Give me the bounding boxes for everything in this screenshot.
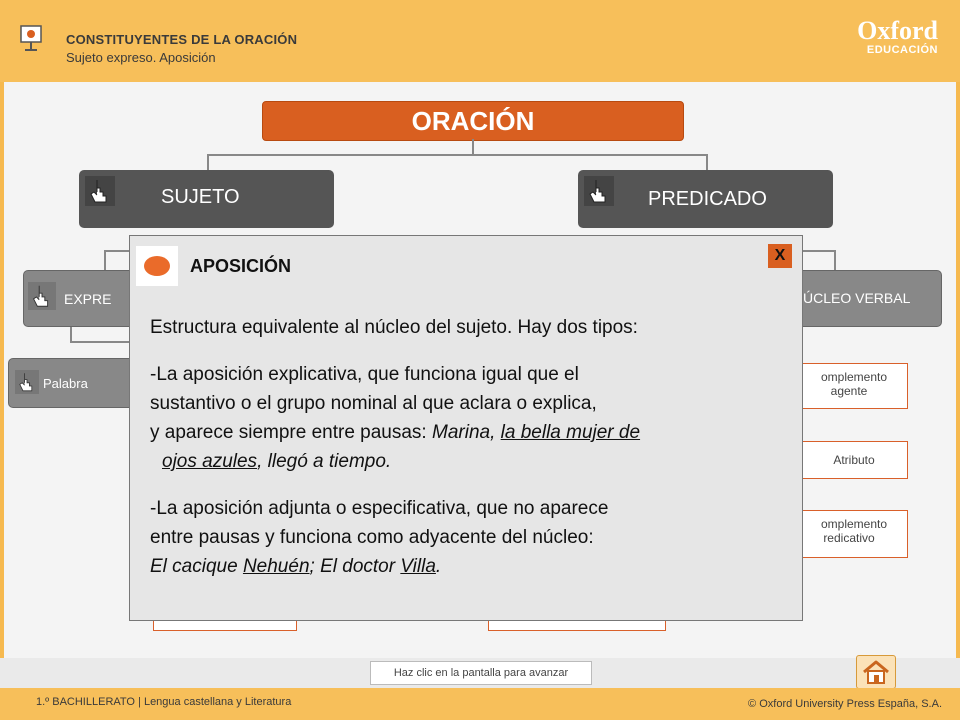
hand-pointer-icon bbox=[85, 176, 115, 206]
header-bar bbox=[0, 0, 960, 82]
popup-line: -La aposición adjunta o especificativa, que no aparece bbox=[150, 498, 609, 519]
atributo-label: Atributo bbox=[833, 453, 875, 467]
nucleo-verbal-node[interactable] bbox=[790, 270, 942, 327]
advance-button[interactable]: Haz clic en la pantalla para avanzar bbox=[370, 661, 592, 685]
popup-intro: Estructura equivalente al núcleo del sujeto. Hay dos tipos: bbox=[150, 317, 638, 338]
presentation-icon bbox=[16, 22, 46, 52]
predicado-node[interactable] bbox=[578, 170, 833, 228]
close-button[interactable]: X bbox=[768, 244, 792, 268]
oracion-node: ORACIÓN bbox=[262, 101, 684, 141]
connector bbox=[104, 250, 106, 270]
connector bbox=[70, 325, 72, 341]
popup-body bbox=[150, 313, 790, 581]
logo-brand: Oxford bbox=[857, 16, 938, 45]
hand-pointer-icon bbox=[584, 176, 614, 206]
page-title: CONSTITUYENTES DE LA ORACIÓN bbox=[66, 32, 298, 47]
complemento-predicativo-line2: redicativo bbox=[823, 531, 875, 545]
popup-line: entre pausas y funciona como adyacente del núcleo: bbox=[150, 527, 594, 548]
expresion-label: EXPRE bbox=[64, 291, 112, 307]
palabra-label: Palabra bbox=[43, 376, 88, 391]
aposicion-popup bbox=[129, 235, 803, 621]
complemento-agente-line1: omplemento bbox=[820, 370, 888, 384]
sujeto-node[interactable] bbox=[79, 170, 334, 228]
sujeto-label: SUJETO bbox=[161, 186, 240, 208]
example-apposition: la bella mujer de bbox=[500, 422, 641, 443]
example-apposition: Nehuén bbox=[242, 556, 310, 577]
example-text: El cacique bbox=[150, 556, 243, 577]
popup-line bbox=[150, 447, 790, 476]
home-button[interactable] bbox=[856, 655, 896, 689]
popup-line: sustantivo o el grupo nominal al que aclara o explica, bbox=[150, 393, 597, 414]
nucleo-verbal-label: ÚCLEO VERBAL bbox=[803, 290, 911, 306]
example-text: Marina, bbox=[432, 422, 501, 443]
connector bbox=[834, 250, 836, 270]
text-run: y aparece siempre entre pausas: bbox=[150, 422, 432, 443]
oxford-logo bbox=[857, 18, 938, 56]
connector bbox=[801, 250, 835, 252]
page-subtitle: Sujeto expreso. Aposición bbox=[66, 50, 216, 65]
connector bbox=[207, 154, 708, 156]
footer-bar bbox=[0, 688, 960, 720]
example-apposition: ojos azules bbox=[162, 451, 258, 472]
example-apposition: Villa bbox=[400, 556, 436, 577]
example-text: . bbox=[435, 556, 442, 577]
connector bbox=[207, 154, 209, 170]
connector bbox=[706, 154, 708, 170]
connector bbox=[70, 341, 130, 343]
popup-line bbox=[150, 552, 790, 581]
hand-pointer-icon bbox=[15, 369, 39, 395]
complemento-agente-line2: agente bbox=[830, 384, 868, 398]
predicado-label: PREDICADO bbox=[648, 188, 767, 210]
connector bbox=[472, 139, 474, 155]
logo-subtitle: EDUCACIÓN bbox=[866, 44, 938, 56]
hand-pointer-icon bbox=[28, 280, 56, 312]
popup-line: -La aposición explicativa, que funciona igual que el bbox=[150, 364, 579, 385]
home-icon bbox=[861, 659, 891, 685]
complemento-predicativo-line1: omplemento bbox=[820, 517, 888, 531]
example-text: ; El doctor bbox=[309, 556, 401, 577]
footer-course: 1.º BACHILLERATO | Lengua castellana y Literatura bbox=[36, 696, 292, 708]
orange-dot-icon bbox=[136, 246, 178, 286]
popup-line bbox=[150, 418, 790, 447]
footer-copyright: © Oxford University Press España, S.A. bbox=[748, 698, 942, 710]
connector bbox=[104, 250, 130, 252]
example-text: , llegó a tiempo. bbox=[257, 451, 392, 472]
popup-title: APOSICIÓN bbox=[190, 256, 292, 276]
